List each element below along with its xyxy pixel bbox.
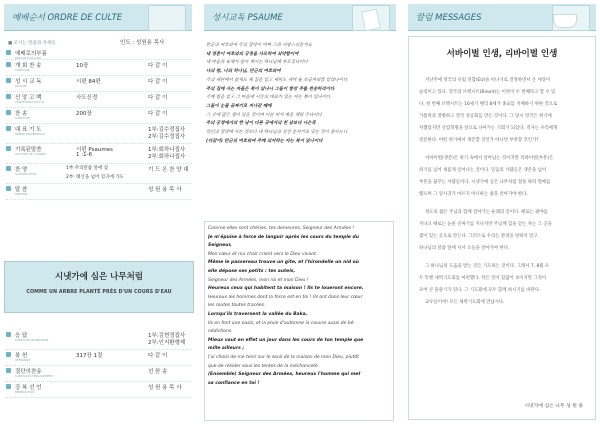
cup-icon [553,14,577,28]
order-item-leader: 1부:김현정집사 [148,333,186,339]
psalm-line: (다같이) 만군의 여호와여 주께 의지하는 자는 복이 있나이다 [206,138,323,144]
order-item [6,350,192,366]
column-message [404,0,600,424]
order-item-name: 성 시 교 독 [15,79,42,85]
psalm-line: 주께 힘을 얻고 그 마음에 시온의 대로가 있는 자는 복이 있나이다 [206,95,331,101]
order-item-french: OFFRANDE [15,358,31,362]
order-item [6,60,192,76]
order-item-name: 강 복 선 언 [15,385,42,391]
order-item-leader-2: 2부:김수정집사 [148,134,186,140]
order-item-name: 신 앙 고 백 [15,95,42,101]
order-item-name: 개 회 찬 송 [15,63,42,69]
french-psalm-line: sa confiance en toi ! [208,380,260,386]
french-psalm-line: Seigneur, [208,243,232,249]
psalm-header [204,4,396,31]
french-psalm-line: (Ensemble) Seigneur des Armées, heureux l'homme qui met [208,372,361,378]
order-intro: ■ 모시는 말씀과 자세들 [8,41,56,46]
bullet-icon [6,368,11,373]
order-item-name: 예배로의부름 [15,51,47,57]
essay-line: 샘이 있는 곳으로 만든다. 그러므로 우리는 환경을 탓하지 말고 [419,234,538,239]
order-item-french: PRIERE UNIVERSELLE [15,132,45,136]
essay-line: 두 특별 새벽기도회를 마련했다. 작은 것이 힘없이 보이지만 그것이 [419,276,547,281]
order-item-name: 찬 양 [15,167,28,173]
order-header-title: 예배순서 ORDRE DE CULTE [12,13,123,23]
essay-line: 그 하나님의 도움을 받는 것은 기도하는 것이다. 그래서 7, 8월 모 [425,264,550,269]
french-psalm-line: Heureux les hommes dont la force est en toi ! Ils ont dans leur cœur [208,294,363,300]
bullet-icon [6,78,11,83]
psalm-line: 만군의 여호와여 주의 장막이 어찌 그리 사랑스러운지요 [206,43,312,48]
order-item-leader: 1부:김수정집사 [148,127,186,133]
bible-image [352,5,390,31]
order-item [6,366,192,382]
french-psalm-line: Même le passereau trouve un gîte, et l'hirondelle un nid où [208,260,359,266]
psalm-line: 그 곳에 많은 샘이 있을 것이며 이른 비가 복을 채워 주나이다 [206,112,322,118]
essay-line: 다. 첫 번째 브렉시트는 16세기 헨리 8세가 종교를 지배하기 위한 것으로 [419,102,558,107]
order-item-french: SERMON [15,192,28,196]
korean-psalm-text [206,42,394,146]
bullet-icon [6,166,11,171]
essay-signature: 시냇가에 심은 나무 성 원 용 [524,404,583,409]
order-item-name: 응 답 [15,333,28,339]
essay-line: 위기를 넘어 새롭게 일어나는 것이다. 믿음의 사람들은 생존을 넘어 [419,168,547,173]
french-psalm-line: Mieux vaut en effet un jour dans les cours de ton temple que [208,337,364,343]
order-item-leader-2: 2부:회하나집사 [148,154,186,160]
essay-line: 질문한다. 어떤 위기에서 생존할 것인가 아니면 부흥할 것인가? [419,138,539,143]
order-item [6,124,192,144]
order-item [6,92,192,108]
bullet-icon [6,186,11,191]
order-of-service-column [0,0,196,424]
order-item-leader: 선 한 송 [148,369,168,375]
order-item-detail: 317장 1절 [76,353,103,359]
order-item-name: 봉 헌 [15,353,28,359]
order-item-french: CANTIQUE [15,68,30,72]
bullet-icon [6,110,11,115]
order-item-leader: 다 같 이 [148,63,168,69]
french-psalm-line: Ils en font une oasis, et la pluie d'automne la couvre aussi de bé- [208,320,355,326]
order-item-leader: 성 원 용 목 사 [148,187,182,193]
psalm-column [200,0,400,424]
bullet-icon [6,94,11,99]
essay-line: 지난주에 영국의 유럽 연합(EU)을 떠나기로 결정하면서 온 세상이 [425,78,551,83]
order-item [6,108,192,124]
order-item-leader: 성 원 용 목 사 [148,385,182,391]
order-item [6,184,192,200]
order-item [6,144,192,164]
french-psalm-line: elle dépose ses petits : tes autels, [208,268,296,274]
psalm-line: 주의 궁정에서의 한 날이 다른 곳에서의 천 날보다 나은즉 [206,121,316,127]
order-item-leader: 다 같 이 [148,79,168,85]
order-item [6,330,192,350]
essay-line: 지나고 때로는 눈물 골짜기를 지나지만 주님께 힘을 얻는 자는 그 곳을 [419,222,552,227]
order-item-detail: 200장 [76,111,92,117]
french-psalm-line: les routes toutes tracées. [208,303,266,309]
order-item [6,164,192,184]
essay-line: 부흥을 꿈꾸는 사람들이다. 시냇가에 심은 나무처럼 철을 따라 열매를 [419,180,551,185]
order-item-name: 기록된말씀 [15,147,42,153]
order-header-image [148,5,186,31]
order-item-french: CANTIQUE [15,116,30,120]
book-icon [361,9,381,32]
psalm-line: 악인의 장막에 사는 것보다 내 하나님의 성전 문지기로 있는 것이 좋사오니 [206,130,348,136]
essay-line: 성도의 삶은 주님과 함께 걸어가는 순례의 길이다. 때로는 광야를 [425,210,548,215]
french-psalm-line: Je m'épuise à force de languir après les cours du temple du [208,234,359,240]
essay-line: 서바이벌(생존)은 위기 속에서 살아남는 것이지만 리바이벌(부흥)은 [425,156,554,161]
psalm-line: 내 마음과 육체가 살아 계시는 하나님께 부르짖나이다 [206,60,308,66]
order-item-detail-2: 1 :1-6 [76,152,93,158]
essay-title: 서바이벌 인생, 리바이벌 인생 [446,49,558,59]
essay-line: 술렁이고 있다. 영국의 브렉시트(Brexit)는 이번이 두 번째라고 할 수 있 [419,90,556,95]
sermon-title: 시냇가에 심은 나무처럼 [54,272,144,282]
french-psalm-line: mille ailleurs ; [208,346,245,352]
psalm-line: 주의 제단에서 참새도 제 집을 얻고 제비도 새끼 둘 보금자리를 얻었나이다 [206,77,348,83]
sermon-title-box [4,261,194,313]
order-item-leader: 다 같 이 [148,95,168,101]
order-item-french: LECTURE DE LA BIBLE [15,152,46,156]
essay-line: 처했었지만 산업혁명을 앞으로 나아가는 기회가 되었다. 역사는 우리에게 [419,126,558,131]
psalm-line: 주의 집에 사는 자들은 복이 있나니 그들이 항상 주를 찬송하리이다 [206,86,335,92]
order-item-french: PAROLE D'ACCUEIL [15,56,42,60]
order-list-after-sermon [6,330,192,398]
bullet-icon [6,146,11,151]
essay-box [408,36,596,420]
order-item [6,382,192,398]
french-psalm-box [204,221,394,421]
order-item [6,48,192,60]
order-item-name: 결단의찬송 [15,369,42,375]
bullet-icon [6,384,11,389]
order-item-note: 2부: 태산을 넘어 험곡에 가도 [66,175,124,180]
order-item-french: CANTIQUE DE REPONSE [15,338,49,342]
order-item-leader: 기 드 온 찬 양 대 [148,167,189,173]
order-item-french: GLORIFICATION [15,172,37,176]
order-item-name: 찬 송 [15,111,28,117]
service-leader: 인도 : 성원용 목사 [120,40,165,46]
order-item-french: CANTIQUE D'ENGAGEMENT [15,374,54,378]
order-item-leader: 다 같 이 [148,111,168,117]
order-item-leader: 1부:회하나집사 [148,147,186,153]
order-item-leader-2: 2부:인지환형제 [148,340,186,346]
order-item-detail: 시편 Psaumes [76,147,113,153]
french-psalm-line: que de résider sous les tentes de la méchanceté. [208,363,320,369]
order-item-detail: 사도신경 [76,95,98,101]
french-psalm-line: Lorsqu'ils traversent la vallée du Baka, [208,311,308,317]
essay-line: 가톨릭과 결별하고 영국 성공회를 만든 것이다. 그 당시 영국은 위기에 [419,114,552,119]
order-item [6,76,192,92]
bullet-icon [6,332,11,337]
psalm-line: 그들이 눈물 골짜기로 지나갈 때에 [206,103,272,109]
french-psalm-line: Mon cœur et ma chair crient vers le Dieu vivant. [208,251,318,257]
essay-line: 모여 큰 물줄기가 된다. 그 기도회에 모두 함께 하시기를 바란다. [419,288,541,293]
coffee-cup-image [552,5,590,31]
order-item-detail: 10장 [76,63,89,69]
essay-line: 맺으며 그 잎사귀가 마르지 아니하는 삶을 살아가야 한다. [419,192,528,197]
order-header [4,4,192,31]
column-header-title: 칼럼 MESSAGES [416,13,482,23]
order-item-name: 말 씀 [15,187,28,193]
essay-line: 교우들이여! 모든 새벽기도회에 만납시다. [425,300,505,305]
bullet-icon [6,62,11,67]
french-psalm-line: Comme elles sont chéries, tes demeures, Seigneur des Armées ! [208,226,355,231]
psalm-line: 나의 왕, 나의 하나님, 만군의 여호와여 [206,69,281,75]
french-psalm-line: Heureux ceux qui habitent ta maison ! Ils te loueront encore. [208,286,364,292]
column-header [408,4,596,31]
order-item-detail: 1부:주의말씀 앞에 섰 [66,166,109,171]
order-list [6,48,192,200]
order-item-leader: 다 같 이 [148,353,168,359]
psalm-header-title: 성시교독 PSAUME [212,13,283,23]
order-item-detail: 시편 84편 [76,79,101,85]
sermon-subtitle: COMME UN ARBRE PLANTÉ PRÈS D'UN COURS D'EAU [26,290,172,295]
bullet-icon [6,126,11,131]
order-item-french: PSAUME [15,84,27,88]
psalm-line: 내 영혼이 여호와의 궁정을 사모하여 쇠약함이여 [206,51,299,57]
bullet-icon [6,50,11,55]
bullet-icon [6,352,11,357]
french-psalm-line: Seigneur des Armées, mon roi et mon Dieu ! [208,277,309,283]
order-item-name: 대 표 기 도 [15,127,42,133]
order-item-french: BENEDICTION [15,390,35,394]
essay-line: 하나님의 말씀 앞에 서서 오늘을 살아가야 한다. [419,246,510,251]
essay-body [419,75,587,309]
order-item-french: CONFESSION DE FOI [15,100,44,104]
french-psalm-line: J'ai choisi de me tenir sur le seuil de la maison de mon Dieu, plutôt [208,354,359,360]
french-psalm-line: nédictions. [208,329,233,335]
